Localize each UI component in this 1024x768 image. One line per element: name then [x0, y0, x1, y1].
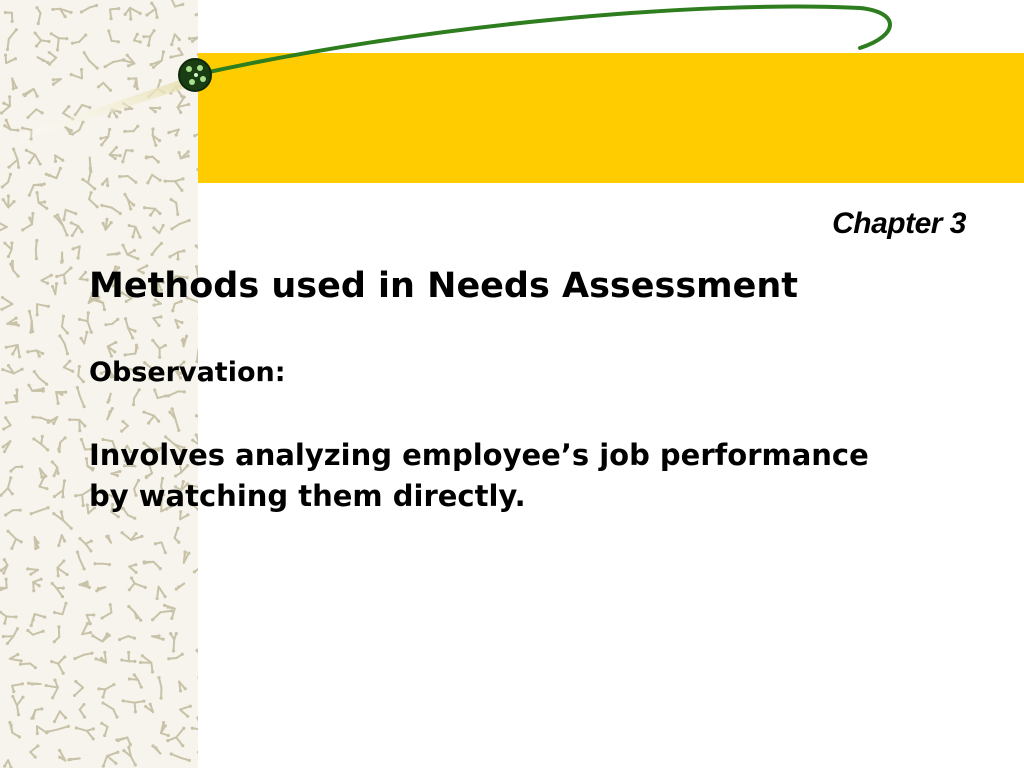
pattern-molecule — [45, 679, 58, 700]
pattern-molecule — [175, 527, 181, 544]
pattern-molecule — [73, 680, 83, 697]
pattern-molecule — [5, 345, 22, 358]
pattern-molecule — [181, 335, 188, 347]
pattern-molecule — [73, 652, 93, 661]
pattern-molecule — [128, 673, 143, 689]
pattern-molecule — [195, 649, 198, 672]
pattern-molecule — [53, 479, 66, 498]
pattern-molecule — [57, 436, 66, 453]
pattern-molecule — [128, 576, 147, 591]
pattern-molecule — [32, 578, 43, 593]
pattern-molecule — [4, 509, 22, 517]
pattern-molecule — [8, 721, 21, 739]
pattern-molecule — [107, 407, 114, 419]
pattern-molecule — [76, 551, 86, 571]
pattern-molecule — [152, 224, 164, 233]
pattern-molecule — [100, 722, 107, 737]
pattern-molecule — [50, 655, 66, 674]
pattern-molecule — [51, 582, 65, 598]
pattern-molecule — [33, 370, 49, 386]
pattern-molecule — [120, 651, 136, 663]
pattern-molecule — [143, 560, 162, 570]
pattern-molecule — [35, 239, 39, 260]
pattern-molecule — [108, 252, 121, 256]
pattern-molecule — [70, 221, 84, 237]
pattern-molecule — [102, 218, 113, 230]
pattern-molecule — [121, 531, 144, 540]
pattern-molecule — [2, 416, 10, 431]
pattern-molecule — [57, 559, 69, 577]
pattern-molecule — [150, 242, 163, 256]
pattern-molecule — [132, 388, 141, 406]
pattern-molecule — [26, 629, 44, 635]
pattern-molecule — [180, 705, 192, 718]
pattern-molecule — [167, 653, 184, 661]
pattern-molecule — [62, 315, 69, 335]
pattern-molecule — [51, 460, 60, 477]
pattern-molecule — [52, 510, 73, 530]
pattern-molecule — [154, 542, 167, 554]
pattern-molecule — [155, 587, 166, 600]
chapter-label: Chapter 3 — [832, 207, 966, 240]
pattern-molecule — [168, 249, 185, 260]
pattern-molecule — [10, 653, 23, 663]
pattern-molecule — [139, 654, 154, 673]
pattern-molecule — [175, 584, 184, 591]
pattern-molecule — [53, 625, 61, 643]
pattern-molecule — [3, 241, 13, 258]
pattern-molecule — [102, 751, 120, 768]
pattern-molecule — [67, 758, 79, 762]
pattern-molecule — [97, 683, 115, 699]
pattern-molecule — [153, 388, 167, 398]
pattern-molecule — [58, 334, 69, 355]
pattern-molecule — [30, 744, 39, 758]
body-line: Involves analyzing employee’s job performance — [89, 438, 869, 472]
pattern-molecule — [118, 636, 136, 641]
pattern-molecule — [9, 260, 20, 278]
pattern-molecule — [31, 416, 49, 423]
pattern-molecule — [80, 580, 91, 589]
pattern-molecule — [57, 535, 66, 547]
pattern-molecule — [19, 663, 37, 670]
pattern-molecule — [195, 244, 198, 264]
pattern-molecule — [0, 221, 7, 234]
pattern-molecule — [94, 651, 106, 663]
pattern-molecule — [0, 611, 18, 625]
pattern-molecule — [12, 682, 24, 693]
pattern-molecule — [100, 603, 111, 619]
pattern-molecule — [191, 716, 198, 730]
pattern-molecule — [2, 627, 19, 645]
pattern-molecule — [183, 550, 190, 562]
pattern-molecule — [143, 206, 162, 216]
pattern-molecule — [36, 304, 50, 316]
pattern-molecule — [0, 296, 12, 311]
pattern-molecule — [7, 530, 23, 550]
pattern-molecule — [36, 726, 49, 735]
pattern-molecule — [30, 707, 43, 720]
pattern-molecule — [93, 562, 111, 566]
pattern-molecule — [0, 577, 8, 591]
pattern-molecule — [170, 752, 191, 762]
pattern-molecule — [80, 271, 89, 282]
body-line: by watching them directly. — [89, 479, 526, 513]
pattern-molecule — [105, 535, 111, 543]
body-paragraph — [89, 435, 989, 517]
pattern-molecule — [53, 213, 68, 236]
pattern-molecule — [2, 441, 11, 453]
pattern-molecule — [106, 394, 110, 404]
pattern-molecule — [91, 632, 110, 641]
pattern-molecule — [144, 703, 153, 712]
pattern-molecule — [100, 204, 122, 215]
pattern-molecule — [120, 420, 128, 433]
pattern-molecule — [129, 563, 137, 574]
pattern-molecule — [122, 699, 146, 713]
pattern-molecule — [108, 341, 118, 358]
pattern-molecule — [68, 418, 86, 432]
pattern-molecule — [78, 537, 92, 552]
pattern-molecule — [60, 253, 64, 264]
pattern-molecule — [64, 360, 74, 373]
pattern-molecule — [62, 210, 77, 221]
pattern-molecule — [30, 614, 47, 627]
section-subheading: Observation: — [89, 357, 286, 388]
pattern-molecule — [30, 506, 50, 515]
pattern-molecule — [32, 435, 49, 452]
pattern-molecule — [55, 266, 72, 284]
pattern-molecule — [78, 311, 93, 334]
pattern-molecule — [1, 364, 23, 373]
pattern-molecule — [28, 310, 34, 334]
pattern-molecule — [5, 388, 19, 404]
pattern-molecule — [51, 282, 58, 294]
pattern-molecule — [27, 682, 41, 686]
swoosh-tail — [18, 80, 186, 140]
pattern-molecule — [53, 711, 67, 723]
pattern-molecule — [157, 676, 162, 700]
pattern-molecule — [170, 219, 190, 231]
pattern-molecule — [21, 212, 34, 232]
globe-icon — [179, 59, 211, 91]
pattern-molecule — [11, 695, 24, 716]
pattern-molecule — [122, 746, 137, 767]
pattern-molecule — [41, 274, 52, 285]
pattern-molecule — [115, 738, 132, 747]
pattern-molecule — [169, 632, 178, 653]
pattern-molecule — [161, 721, 170, 737]
pattern-molecule — [152, 634, 165, 641]
pattern-molecule — [179, 681, 187, 692]
pattern-molecule — [72, 246, 80, 259]
pattern-molecule — [169, 198, 179, 216]
pattern-molecule — [168, 407, 180, 432]
pattern-molecule — [0, 558, 7, 575]
pattern-molecule — [7, 317, 20, 327]
pattern-molecule — [175, 320, 183, 329]
pattern-molecule — [195, 414, 198, 429]
pattern-molecule — [142, 410, 160, 424]
pattern-molecule — [166, 727, 185, 748]
pattern-molecule — [34, 537, 39, 550]
pattern-molecule — [127, 605, 142, 622]
pattern-molecule — [151, 744, 160, 753]
pattern-molecule — [101, 701, 118, 718]
swoosh-line — [195, 7, 890, 75]
pattern-molecule — [78, 365, 85, 383]
pattern-molecule — [76, 386, 86, 408]
decorative-swoosh — [0, 0, 1024, 200]
pattern-molecule — [9, 465, 23, 472]
pattern-molecule — [58, 749, 65, 761]
pattern-molecule — [124, 317, 137, 339]
pattern-molecule — [26, 350, 44, 358]
pattern-molecule — [47, 417, 58, 425]
pattern-molecule — [46, 725, 70, 734]
slide-title: Methods used in Needs Assessment — [89, 266, 799, 306]
pattern-molecule — [95, 587, 105, 592]
pattern-molecule — [121, 244, 139, 261]
pattern-molecule — [193, 559, 198, 578]
pattern-molecule — [75, 726, 95, 740]
pattern-molecule — [80, 703, 86, 719]
pattern-molecule — [104, 318, 119, 327]
pattern-molecule — [56, 391, 67, 405]
pattern-molecule — [167, 390, 186, 397]
pattern-molecule — [123, 344, 138, 357]
pattern-molecule — [128, 224, 142, 239]
pattern-molecule — [26, 567, 38, 576]
pattern-molecule — [197, 672, 198, 686]
pattern-molecule — [197, 751, 198, 763]
pattern-molecule — [153, 315, 162, 327]
pattern-molecule — [151, 339, 167, 359]
pattern-molecule — [3, 760, 12, 768]
pattern-molecule — [0, 476, 14, 497]
pattern-molecule — [53, 602, 68, 615]
pattern-molecule — [151, 609, 173, 621]
pattern-molecule — [27, 384, 45, 393]
pattern-molecule — [80, 331, 89, 344]
